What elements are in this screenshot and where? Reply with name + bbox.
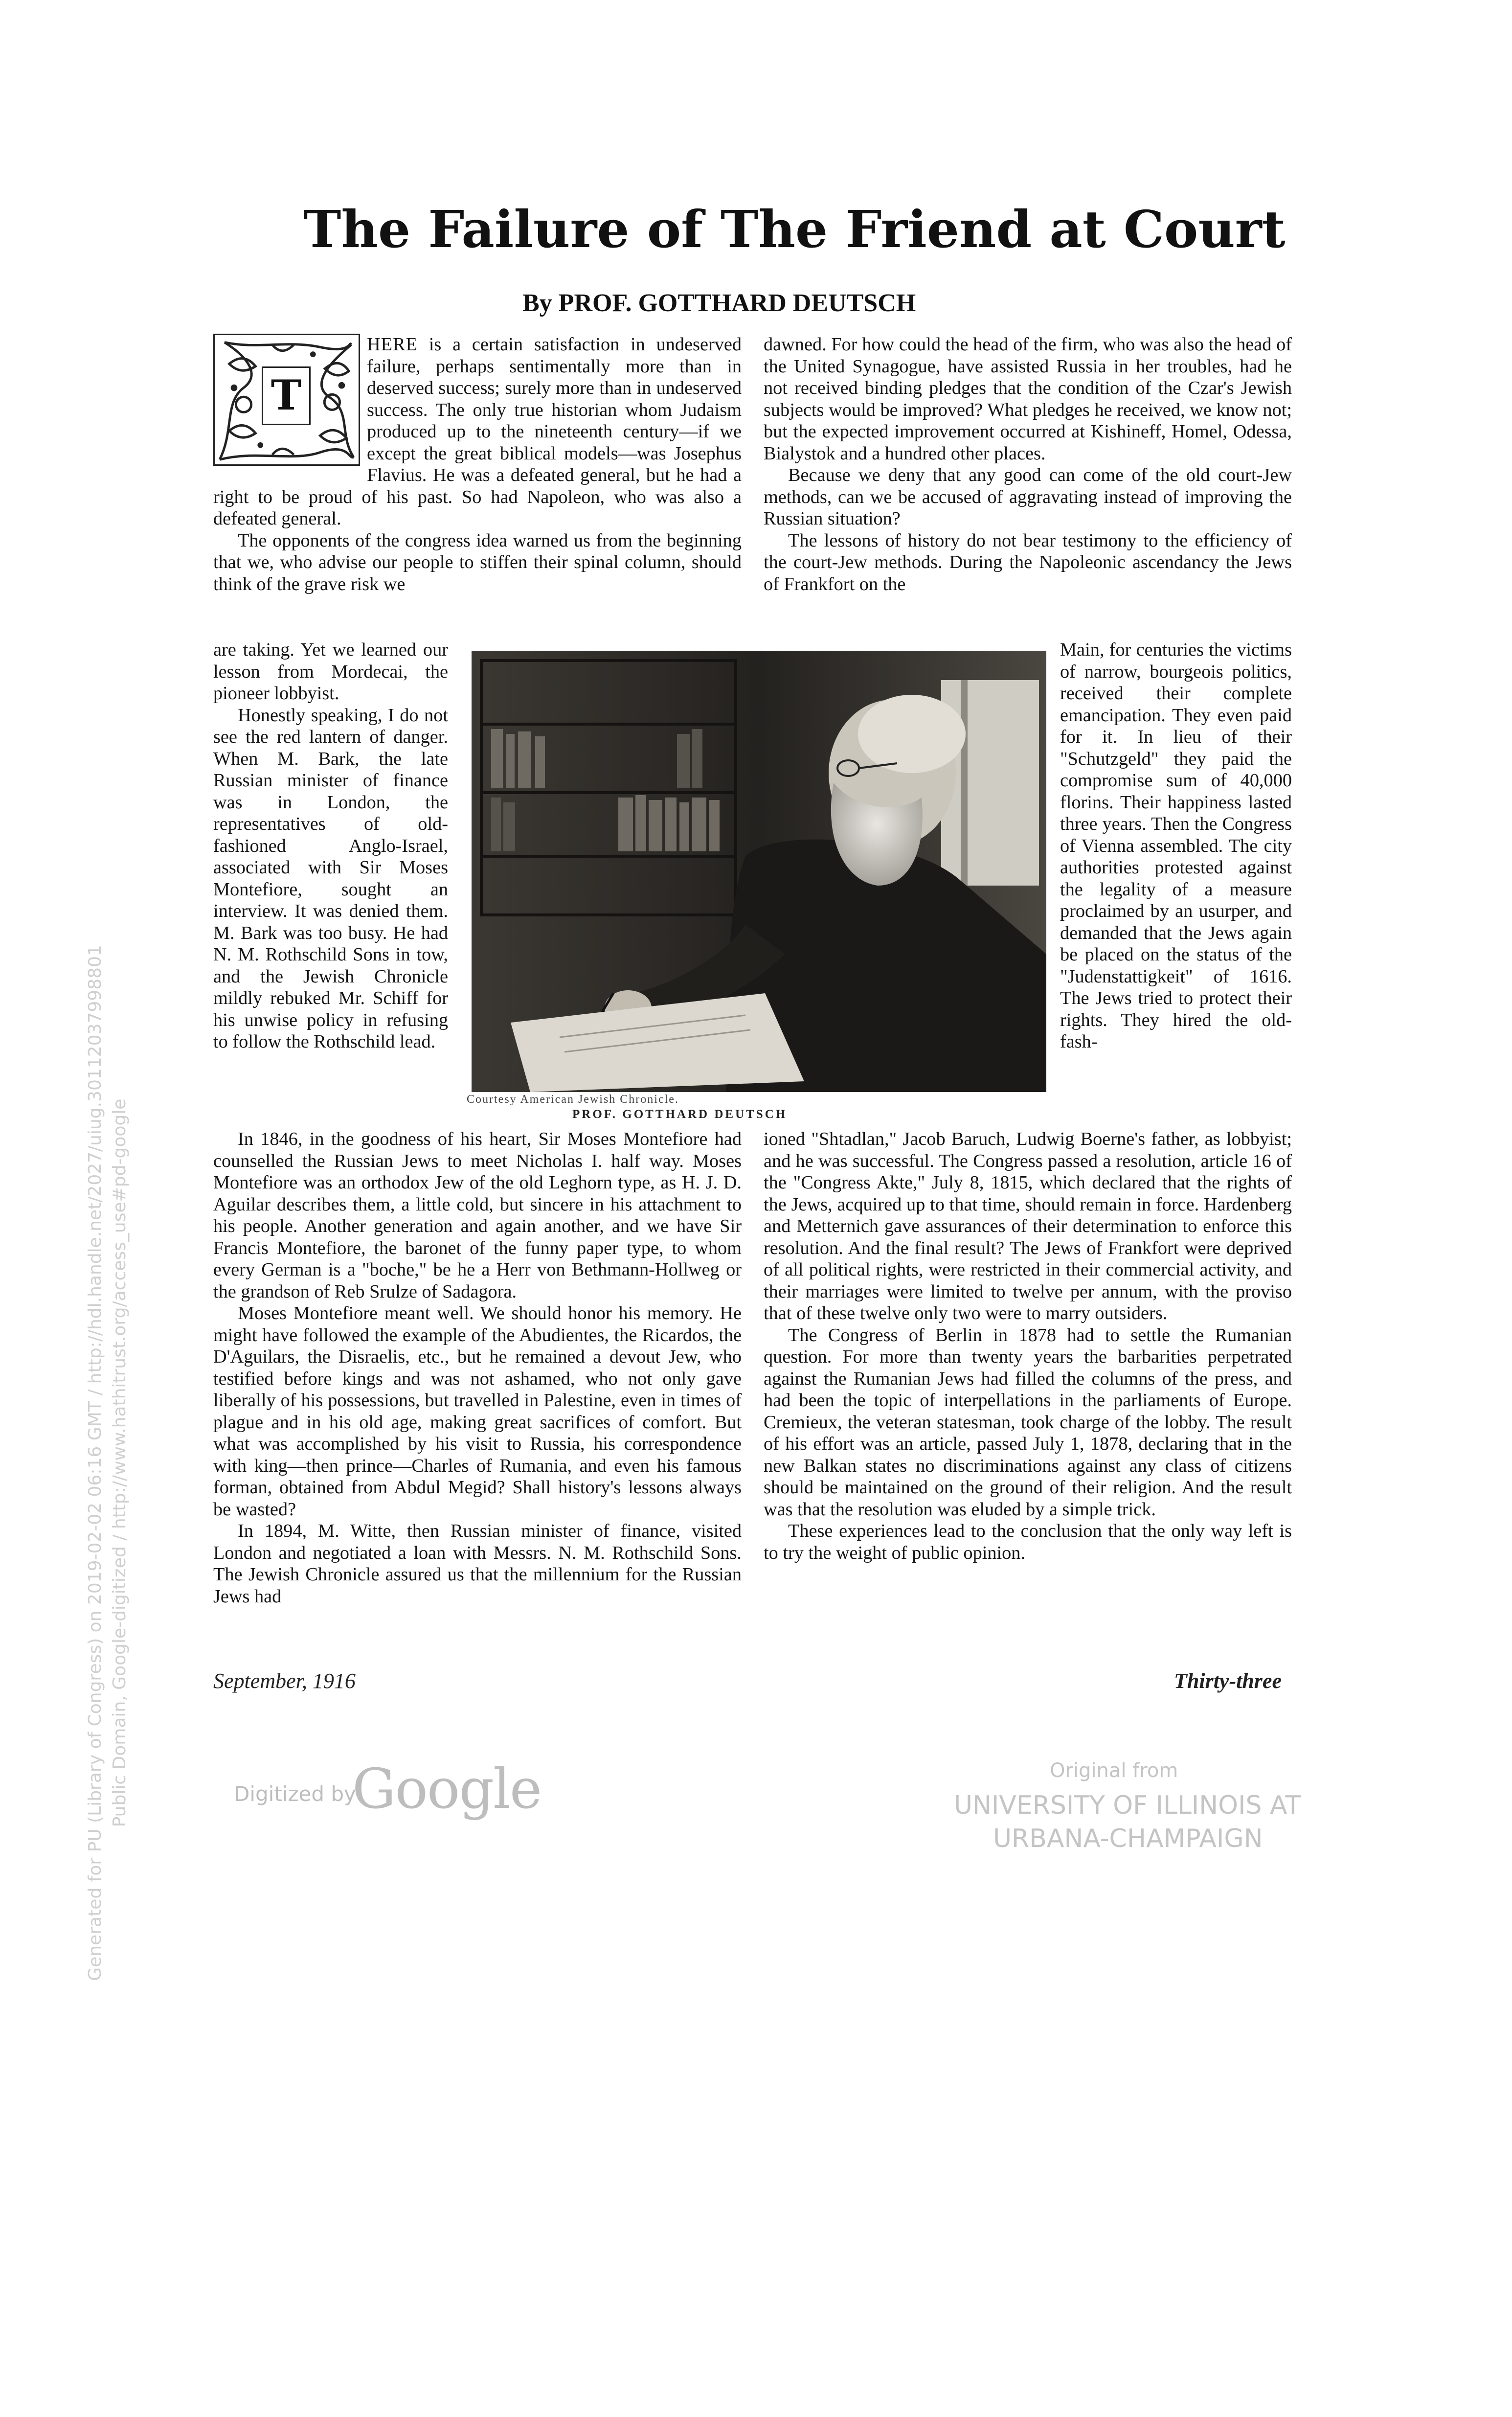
paragraph: The Congress of Berlin in 1878 had to settle the Rumanian question. For more than twenty years the barbarities perpetrated against the Rumanian Jews had filled the columns of the press, and had been the topic of interpellations in the parliaments of Europe. Cremieux, the veteran statesman, took charge of the lobby. The result of his effort was an article, passed July 1, 1878, declaring that in the new Balkan states no discriminations against any class of citizens should be maintained on the ground of their religion. And the result was that the resolution was eluded by a simple trick. [764, 1324, 1292, 1520]
drop-cap-letter: T [262, 366, 311, 425]
university-line-2: URBANA-CHAMPAIGN [993, 1824, 1263, 1853]
paragraph: ioned "Shtadlan," Jacob Baruch, Ludwig Boerne's father, as lobbyist; and he was successful. The Congress passed a resolution, article 16 of the "Congress Akte," July 8, 1815, which declared that the rights of the Jews, acquired up to that time, should remain in force. Hardenberg and Metternich gave assurances of their determination to enforce this resolution. And the final result? The Jews of Frankfort were deprived of all political rights, were restricted in their commercial activity, and their marriages were limited to twelve per annum, with the proviso that of these twelve only two were to marry outsiders. [764, 1129, 1292, 1323]
left-column-narrow [213, 639, 448, 1053]
paragraph-text: is a certain satisfaction in undeserved failure, perhaps sentimentally more than in deserved success; surely more than in undeserved success. The only true historian whom Judaism produced up to the nineteenth century—if we except the great biblical models—was Josephus Flavius. He was a defeated general, but he had a right to be proud of his past. So had Napoleon, who was also a defeated general. [213, 334, 742, 529]
page-number: Thirty-three [1174, 1669, 1282, 1693]
paragraph: The opponents of the congress idea warned us from the beginning that we, who advise our people to stiffen their spinal column, should think of the grave risk we [213, 530, 742, 594]
paragraph: The lessons of history do not bear testimony to the efficiency of the court-Jew methods. During the Napoleonic ascendancy the Jews of Frankfort on the [764, 530, 1292, 594]
paragraph: Moses Montefiore meant well. We should honor his memory. He might have followed the example of the Abudientes, the Ricardos, the D'Aguilars, the Disraelis, etc., but he remained a devout Jew, who testified before kings and was not ashamed, who not only gave liberally of his possessions, but travelled in Palestine, even in times of plague and in his old age, making great sacrifices of comfort. But what was accomplished by his visit to Russia, his correspondence with king—then prince—Charles of Rumania, and even his famous forman, obtained from Abdul Megid? Shall history's lessons always be wasted? [213, 1303, 742, 1520]
paragraph: Honestly speaking, I do not see the red lantern of danger. When M. Bark, the late Russian minister of finance was in London, the representatives of old-fashioned Anglo-Israel, associated with Sir Moses Montefiore, sought an interview. It was denied them. M. Bark was too busy. He had N. M. Rothschild Sons in tow, and the Jewish Chronicle mildly rebuked Mr. Schiff for his unwise policy in refusing to follow the Rothschild lead. [213, 705, 448, 1052]
photo-caption: PROF. GOTTHARD DEUTSCH [572, 1108, 788, 1121]
article-byline: By PROF. GOTTHARD DEUTSCH [522, 289, 916, 317]
google-logo: Google [352, 1757, 542, 1821]
right-column-narrow [1060, 639, 1292, 1053]
original-from-label: Original from [1050, 1759, 1178, 1782]
portrait-photo [472, 651, 1046, 1092]
article-title: The Failure of The Friend at Court [303, 199, 1286, 259]
digitized-by-label: Digitized by [234, 1782, 356, 1806]
lead-word: HERE [367, 334, 418, 355]
paragraph: dawned. For how could the head of the firm, who was also the head of the United Synagogue, have assisted Russia in her troubles, had he not received binding pledges that the condition of the Czar's Jewish subjects would be improved? What pledges he received, we know not; but the expected improvement occurred at Kishineff, Homel, Odessa, Bialystok and a hundred other places. [764, 334, 1292, 464]
side-stamp-line-2: Public Domain, Google-digitized / http://www.hathitrust.org/access_use#pd-google [110, 1098, 130, 1827]
paragraph: are taking. Yet we learned our lesson from Mordecai, the pioneer lobbyist. [213, 639, 448, 704]
paragraph: Main, for centuries the victims of narrow, bourgeois politics, received their complete emancipation. They even paid for it. In lieu of their "Schutzgeld" they paid the compromise sum of 40,000 florins. Their happiness lasted three years. Then the Congress of Vienna assembled. The city authorities protested against the legality of a measure proclaimed by an usurper, and demanded that the Jews again be placed on the status of the "Judenstattigkeit" of 1616. The Jews tried to protect their rights. They hired the old-fash- [1060, 639, 1292, 1052]
paragraph: In 1846, in the goodness of his heart, Sir Moses Montefiore had counselled the Russian Jews to meet Nicholas I. half way. Moses Montefiore was an orthodox Jew of the old Leghorn type, as H. J. D. Aguilar describes them, a little cold, but sincere in his attachment to his people. Another generation and again another, and we have Sir Francis Montefiore, the baronet of the funny paper type, to whom every German is a "boche," be he a Herr von Bethmann-Hollweg or the grandson of Reb Srulze of Sadagora. [213, 1129, 742, 1302]
paragraph: In 1894, M. Witte, then Russian minister of finance, visited London and negotiated a loan with Messrs. N. M. Rothschild Sons. The Jewish Chronicle assured us that the millennium for the Russian Jews had [213, 1521, 742, 1607]
university-line-1: UNIVERSITY OF ILLINOIS AT [954, 1791, 1301, 1820]
left-column-bottom [213, 1128, 742, 1607]
ornamental-initial [213, 334, 360, 466]
left-column-top [213, 334, 742, 595]
issue-date: September, 1916 [213, 1669, 356, 1693]
side-generation-stamp [83, 509, 132, 2417]
paragraph: These experiences lead to the conclusion that the only way left is to try the weight of public opinion. [764, 1521, 1292, 1563]
right-column-bottom [764, 1128, 1292, 1564]
right-column-top [764, 334, 1292, 595]
side-stamp-line-1: Generated for PU (Library of Congress) on 2019-02-02 06:16 GMT / http://hdl.handle.net/2027/uiug.30112037998801 [85, 945, 105, 1981]
paragraph: Because we deny that any good can come of the old court-Jew methods, can we be accused of aggravating instead of improving the Russian situation? [764, 465, 1292, 529]
photo-credit: Courtesy American Jewish Chronicle. [467, 1093, 679, 1106]
